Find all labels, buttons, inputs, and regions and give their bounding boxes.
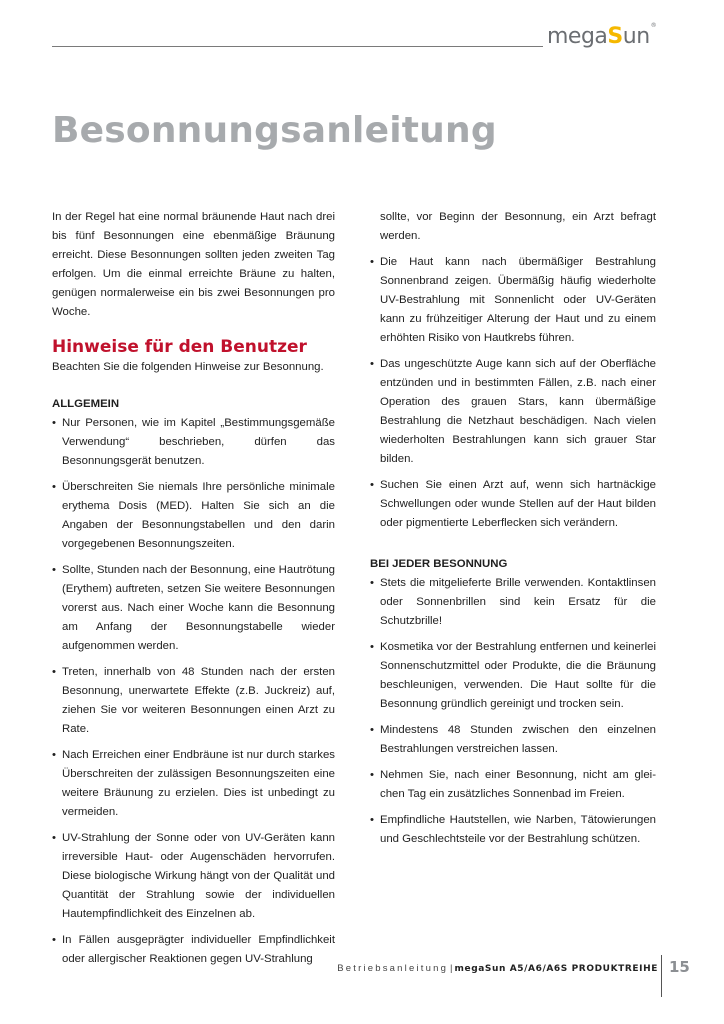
registered-mark: ® <box>650 22 657 29</box>
list-item-text: Nur Personen, wie im Kapitel „Bestimmungsgemäße Verwendung“ beschrieben, dürfen das Besonnungsgerät benutzen. <box>62 417 335 467</box>
logo-highlight: S <box>607 24 623 49</box>
list-item-text: Treten, innerhalb von 48 Stunden nach der ersten Besonnung, unerwartete Effekte (z.B. Juckreiz) auf, ziehen Sie vor weiteren Besonnungen einen Arzt zu Rate. <box>62 666 335 735</box>
footer-divider <box>661 955 662 997</box>
bullet-icon: • <box>370 256 374 268</box>
bullet-icon: • <box>370 769 374 781</box>
logo-prefix: mega <box>547 24 608 49</box>
intro-paragraph: In der Regel hat eine normal bräunende Haut nach drei bis fünf Besonnungen eine ebenmäßige Bräunung erreicht. Diese Besonnungen sollten jeden zweiten Tag erfolgen. Um die einmal erreichte Bräune zu halten, genügen normalerweise ein bis zwei Besonnungen pro Woche. <box>52 211 335 318</box>
list-item-text: Die Haut kann nach übermäßiger Bestrahlung Sonnenbrand zeigen. Übermäßig häufig wiederholte UV-Bestrahlung mit Sonnenlicht oder UV-Geräten kann zu frühzeitiger Alterung der Haut und zu einem erhöhten Risiko von Hautkrebs führen. <box>380 256 656 344</box>
bullet-icon: • <box>370 358 374 370</box>
general-list-continued <box>370 253 656 533</box>
footer-separator: | <box>450 963 453 974</box>
footer <box>337 963 658 974</box>
list-item <box>370 766 656 804</box>
bullet-icon: • <box>370 814 374 826</box>
bullet-icon: • <box>370 479 374 491</box>
list-item <box>370 721 656 759</box>
list-item-text: Stets die mitgelieferte Brille verwenden. Kontaktlinsen oder Sonnenbrillen sind kein Ersatz für die Schutzbrille! <box>380 577 656 627</box>
footer-manual-label: Betriebsanleitung <box>337 963 449 974</box>
list-item-text: UV-Strahlung der Sonne oder von UV-Geräten kann irreversible Haut- oder Augenschäden hervorrufen. Diese biologische Wirkung hängt von der Qualität und Quantität der Strahlung sowie der individuellen Hautempfindlichkeit des Einzelnen ab. <box>62 832 335 920</box>
list-item-text: Nach Erreichen einer Endbräune ist nur durch starkes Überschreiten der zulässigen Besonnungszeiten eine weitere Bräunung zu erzielen. Dies ist unbedingt zu vermeiden. <box>62 749 335 818</box>
bullet-icon: • <box>52 481 56 493</box>
list-item-text: Überschreiten Sie niemals Ihre persönliche minimale erythema Dosis (MED). Halten Sie sich an die Angaben der Besonnungstabellen und den darin vorgegebenen Besonnungszeiten. <box>62 481 335 550</box>
bullet-icon: • <box>370 724 374 736</box>
left-column <box>52 208 335 976</box>
section-lead: Beachten Sie die folgenden Hinweise zur Besonnung. <box>52 361 324 373</box>
page-title: Besonnungsanleitung <box>52 110 497 151</box>
every-session-list <box>370 574 656 849</box>
logo-suffix: un <box>622 24 650 49</box>
list-item-text: Sollte, Stunden nach der Besonnung, eine Hautrötung (Erythem) auftreten, setzen Sie weitere Besonnungen vorerst aus. Nach einer Woche kann die Besonnung am Anfang der Besonnungstabelle wieder aufgenommen werden. <box>62 564 335 652</box>
list-item-text: Suchen Sie einen Arzt auf, wenn sich hartnäckige Schwellungen oder wunde Stellen auf der Haut bilden oder pigmentierte Leberflecken sich verändern. <box>380 479 656 529</box>
general-heading: ALLGEMEIN <box>52 398 120 410</box>
list-item <box>52 561 335 656</box>
every-session-heading: BEI JEDER BESONNUNG <box>370 558 508 570</box>
header-rule <box>52 46 543 47</box>
list-item <box>52 414 335 471</box>
list-item <box>370 811 656 849</box>
list-item-text: Mindestens 48 Stunden zwischen den einzelnen Bestrahlungen verstreichen lassen. <box>380 724 656 755</box>
list-item <box>370 638 656 714</box>
bullet-icon: • <box>370 577 374 589</box>
list-item-continuation: sollte, vor Beginn der Besonnung, ein Arzt befragt werden. <box>380 211 656 242</box>
list-item-text: Das ungeschützte Auge kann sich auf der Oberfläche entzünden und in bestimmten Fällen, z.B. nach einer Operation des grauen Stars, kann übermäßige Bestrahlung die Netzhaut beschädigen. Nach vielen wiederholten Bestrahlungen kann sich grauer Star bilden. <box>380 358 656 465</box>
list-item-text: Nehmen Sie, nach einer Besonnung, nicht am gleichen Tag ein zusätzliches Sonnenbad im Freien. <box>380 769 656 800</box>
list-item-text: Kosmetika vor der Bestrahlung entfernen und keinerlei Sonnenschutzmittel oder Produkte, die die Bräunung beschleunigen, verwenden. Die Haut sollte für die Besonnung gründlich gereinigt und trocken sein. <box>380 641 656 710</box>
bullet-icon: • <box>52 417 56 429</box>
list-item <box>52 478 335 554</box>
bullet-icon: • <box>52 934 56 946</box>
list-item <box>52 829 335 924</box>
bullet-icon: • <box>370 641 374 653</box>
bullet-icon: • <box>52 832 56 844</box>
footer-product-line: megaSun A5/A6/A6S PRODUKTREIHE <box>454 964 658 974</box>
list-item <box>52 931 335 969</box>
right-column <box>370 208 656 856</box>
page-number: 15 <box>669 958 690 976</box>
list-item <box>370 355 656 469</box>
section-title: Hinweise für den Benutzer <box>52 337 307 357</box>
bullet-icon: • <box>52 564 56 576</box>
list-item <box>370 476 656 533</box>
bullet-icon: • <box>52 749 56 761</box>
list-item <box>52 663 335 739</box>
list-item <box>370 574 656 631</box>
bullet-icon: • <box>52 666 56 678</box>
list-item <box>52 746 335 822</box>
list-item-text: In Fällen ausgeprägter individueller Empfindlichkeit oder allergischer Reaktionen gegen UV-Strahlung <box>62 934 335 965</box>
general-list <box>52 414 335 969</box>
megasun-logo <box>547 24 656 49</box>
list-item <box>370 253 656 348</box>
list-item-text: Empfindliche Hautstellen, wie Narben, Tätowierungen und Geschlechtsteile vor der Bestrahlung schützen. <box>380 814 656 845</box>
